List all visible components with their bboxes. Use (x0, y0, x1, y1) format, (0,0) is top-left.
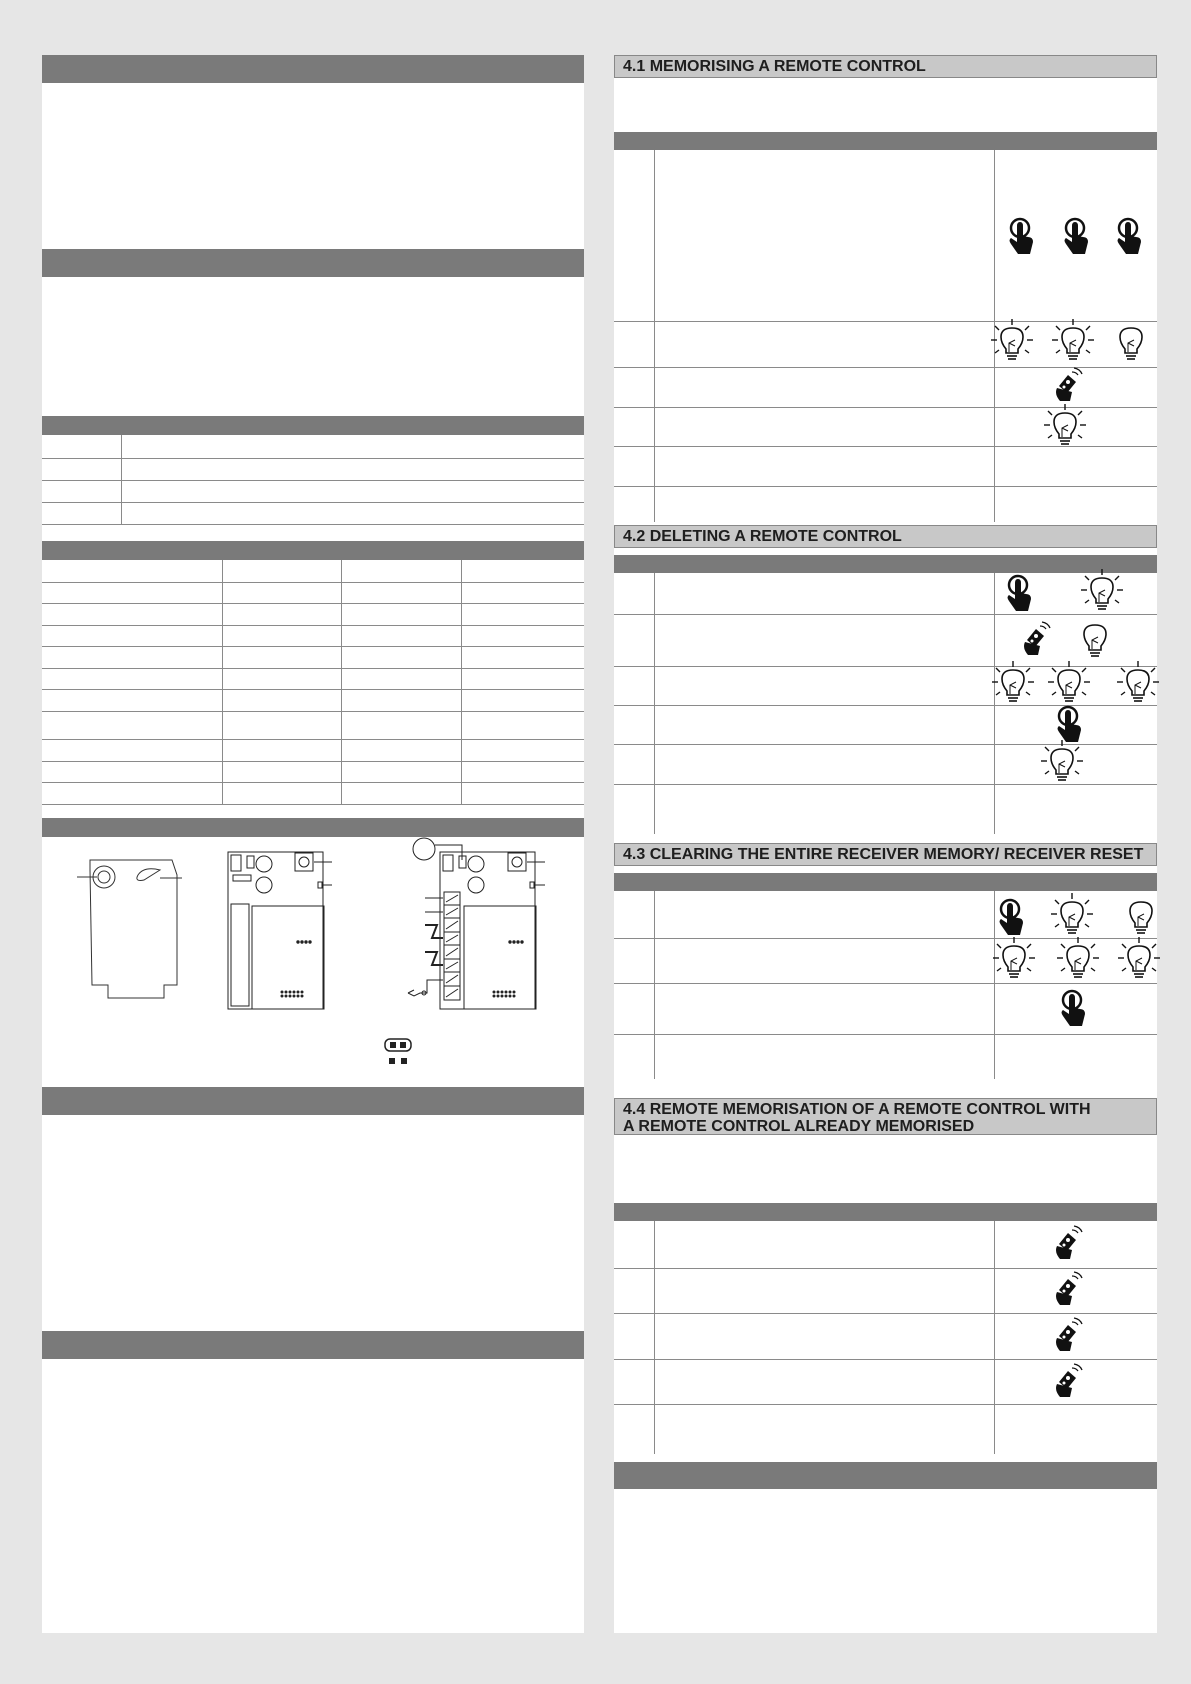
hand-press-icon (1058, 707, 1082, 742)
remote-transmit-icon (1056, 1364, 1082, 1397)
light-bulb-icon (992, 661, 1034, 701)
section-4-1-title: 4.1 MEMORISING A REMOTE CONTROL (614, 55, 1157, 78)
light-bulb-icon (1120, 328, 1142, 359)
light-bulb-icon (991, 319, 1033, 359)
hand-press-icon (1118, 219, 1142, 254)
light-bulb-icon (1084, 625, 1106, 656)
light-bulb-icon (1048, 661, 1090, 701)
remote-transmit-icon (1056, 368, 1082, 401)
light-bulb-icon (1041, 740, 1083, 780)
section-4-3-title: 4.3 CLEARING THE ENTIRE RECEIVER MEMORY/ RECEIVER RESET (614, 843, 1157, 866)
remote-transmit-icon (1024, 622, 1050, 655)
light-bulb-icon (1051, 893, 1093, 933)
light-bulb-icon (1044, 404, 1086, 444)
hand-press-icon (1062, 991, 1086, 1026)
hand-press-icon (1065, 219, 1089, 254)
section-4-2-title: 4.2 DELETING A REMOTE CONTROL (614, 525, 1157, 548)
remote-transmit-icon (1056, 1226, 1082, 1259)
light-bulb-icon (1052, 319, 1094, 359)
light-bulb-icon (1057, 937, 1099, 977)
remote-transmit-icon (1056, 1318, 1082, 1351)
light-bulb-icon (1081, 569, 1123, 609)
light-bulb-icon (993, 937, 1035, 977)
section-4-4-title: 4.4 REMOTE MEMORISATION OF A REMOTE CONTROL WITH A REMOTE CONTROL ALREADY MEMORISED (614, 1098, 1157, 1135)
hand-press-icon (1010, 219, 1034, 254)
light-bulb-icon (1117, 661, 1159, 701)
remote-transmit-icon (1056, 1272, 1082, 1305)
light-bulb-icon (1130, 902, 1152, 933)
hand-press-icon (1000, 900, 1024, 935)
hand-press-icon (1008, 576, 1032, 611)
light-bulb-icon (1118, 937, 1160, 977)
